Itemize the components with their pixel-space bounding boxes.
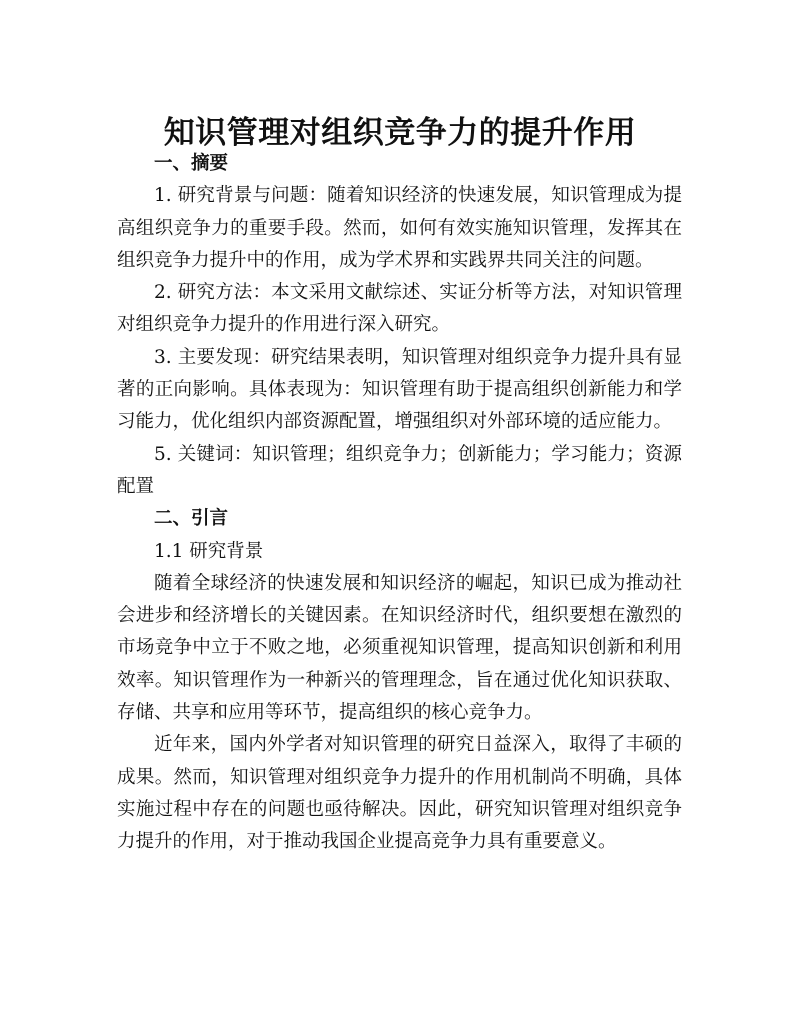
document-title: 知识管理对组织竞争力的提升作用 <box>163 114 637 151</box>
abstract-item-keywords: 5. 关键词：知识管理；组织竞争力；创新能力；学习能力；资源配置 <box>117 443 682 497</box>
abstract-item-method: 2. 研究方法：本文采用文献综述、实证分析等方法，对知识管理对组织竞争力提升的作用进行深入研究。 <box>117 282 682 336</box>
introduction-paragraph: 随着全球经济的快速发展和知识经济的崛起，知识已成为推动社会进步和经济增长的关键因素。在知识经济时代，组织要想在激烈的市场竞争中立于不败之地，必须重视知识管理，提高知识创新和利用效率。知识管理作为一种新兴的管理理念，旨在通过优化知识获取、存储、共享和应用等环节，提高组织的核心竞争力。 <box>117 572 682 724</box>
subsection-heading-background: 1.1 研究背景 <box>154 540 264 562</box>
section-heading-introduction: 二、引言 <box>154 508 229 530</box>
abstract-item-background: 1. 研究背景与问题：随着知识经济的快速发展，知识管理成为提高组织竞争力的重要手段。然而，如何有效实施知识管理，发挥其在组织竞争力提升中的作用，成为学术界和实践界共同关注的问题。 <box>117 185 682 271</box>
document-body <box>117 148 682 859</box>
abstract-item-findings: 3. 主要发现：研究结果表明，知识管理对组织竞争力提升具有显著的正向影响。具体表现为：知识管理有助于提高组织创新能力和学习能力，优化组织内部资源配置，增强组织对外部环境的适应能力。 <box>117 346 682 433</box>
section-heading-abstract: 一、摘要 <box>154 153 229 174</box>
introduction-paragraph: 近年来，国内外学者对知识管理的研究日益深入，取得了丰硕的成果。然而，知识管理对组织竞争力提升的作用机制尚不明确，具体实施过程中存在的问题也亟待解决。因此，研究知识管理对组织竞争力提升的作用，对于推动我国企业提高竞争力具有重要意义。 <box>117 734 682 853</box>
